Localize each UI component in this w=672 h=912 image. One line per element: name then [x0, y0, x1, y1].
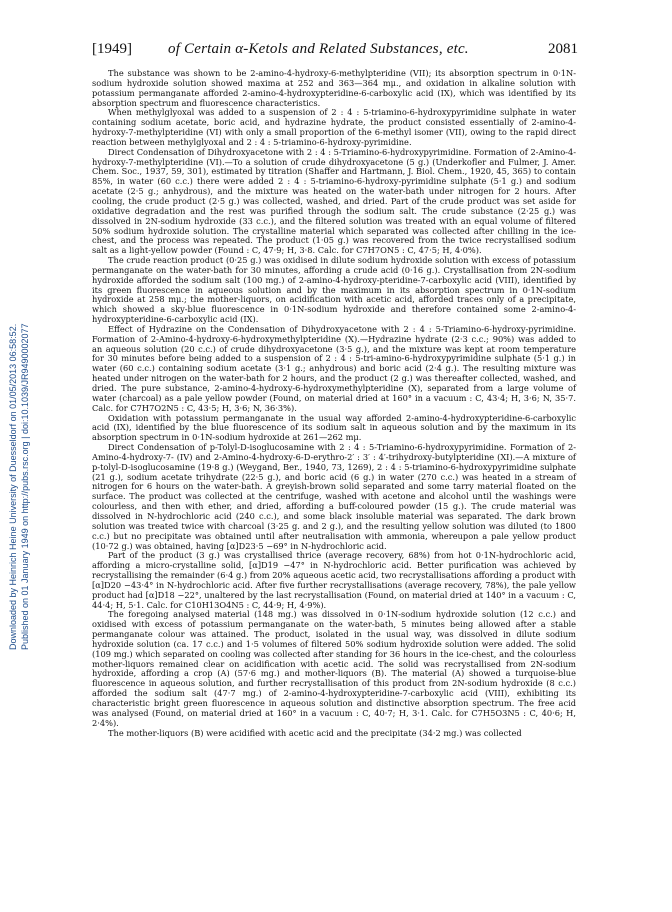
- paragraph: The substance was shown to be 2-amino-4-hydroxy-6-methylpteridine (VII); its absorption spectrum in 0·1N-sodium hydroxide solution showed maxima at 252 and 363—364 mμ., and oxidation in alkaline solution with potassium permanganate afforded 2-amino-4-hydroxypteridine-6-carboxylic acid (IX), which was identified by its absorption spectrum and fluorescence characteristics.: [92, 68, 576, 108]
- paragraph: The mother-liquors (B) were acidified with acetic acid and the precipitate (34·2 mg.) was collected: [108, 727, 522, 738]
- paragraph: Direct Condensation of p-Tolyl-D-isoglucosamine with 2 : 4 : 5-Triamino-6-hydroxypyrimidine. Formation of 2-Amino-4-hydroxy-7- (IV) and 2-Amino-4-hydroxy-6-D-erythro-2′ : 3′ : 4′-trihydroxy-butylpteridine (XI).—A mixture of p-tolyl-D-isoglucosamine (19·8 g.) (Weygand, Ber., 1940, 73, 1269), 2 : 4 : 5-triamino-6-hydroxypyrimidine sulphate (21 g.), sodium acetate trihydrate (22·5 g.), and boric acid (6 g.) in water (270 c.c.) was heated in a stream of nitrogen for 6 hours on the water-bath. A greyish-brown solid separated and some tarry material floated on the surface. The product was collected at the centrifuge, washed with acetone and alcohol until the washings were colourless, and then with ether, and dried, affording a buff-coloured powder (15 g.). The crude material was dissolved in N-hydrochloric acid (240 c.c.), and some black insoluble material was separated. The dark brown solution was treated twice with charcoal (3·25 g. and 2 g.), and the resulting yellow solution was diluted (to 1800 c.c.) but no precipitate was obtained until after neutralisation with ammonia, whereupon a pale yellow product (10·72 g.) was obtained, having [α]D23·5 −69° in N-hydrochloric acid.: [92, 442, 576, 551]
- paragraph: Part of the product (3 g.) was crystallised thrice (average recovery, 68%) from hot 0·1N-hydrochloric acid, affording a micro-crystalline solid, [α]D19 −47° in N-hydrochloric acid. Better purification was achieved by recrystallising the remainder (6·4 g.) from 20% aqueous acetic acid, two recrystallisations affording a product with [α]D20 −43·4° in N-hydrochloric acid. After five further recrystallisations (average recovery, 78%), the pale yellow product had [α]D18 −22°, unaltered by the last recrystallisation (Found, on material dried at 140° in a vacuum : C, 44·4; H, 5·1. Calc. for C10H13O4N5 : C, 44·9; H, 4·9%).: [92, 550, 576, 610]
- publication-notice[interactable]: Published on 01 January 1949 on http://pubs.rsc.org | doi:10.1039/JR9490002077: [20, 323, 30, 650]
- running-header: [92, 41, 578, 61]
- header-year: [1949]: [92, 41, 132, 57]
- paragraph: When methylglyoxal was added to a suspension of 2 : 4 : 5-triamino-6-hydroxypyrimidine sulphate in water containing sodium acetate, boric acid, and hydrazine hydrate, the product consisted essentially of 2-amino-4-hydroxy-7-methylpteridine (VI) with only a small proportion of the 6-methyl isomer (VII), owing to the rapid direct reaction between methylglyoxal and 2 : 4 : 5-triamino-6-hydroxy-pyrimidine.: [92, 107, 576, 147]
- paragraph: The crude reaction product (0·25 g.) was oxidised in dilute sodium hydroxide solution with excess of potassium permanganate on the water-bath for 30 minutes, affording a crude acid (0·16 g.). Crystallisation from 2N-sodium hydroxide afforded the sodium salt (100 mg.) of 2-amino-4-hydroxy-pteridine-7-carboxylic acid (VIII), identified by its green fluorescence in aqueous solution and by the maximum in its absorption spectrum in 0·1N-sodium hydroxide at 258 mμ.; the mother-liquors, on acidification with acetic acid, afforded traces only of a precipitate, which showed a sky-blue fluorescence in 0·1N-sodium hydroxide and therefore contained some 2-amino-4-hydroxypteridine-6-carboxylic acid (IX).: [92, 255, 576, 325]
- download-notice: Downloaded by Heinrich Heine University of Duesseldorf on 01/05/2013 06:58:52.: [8, 323, 18, 650]
- paragraph: Effect of Hydrazine on the Condensation of Dihydroxyacetone with 2 : 4 : 5-Triamino-6-hydroxy-pyrimidine. Formation of 2-Amino-4-hydroxy-6-hydroxymethylpteridine (X).—Hydrazine hydrate (2·3 c.c.; 90%) was added to an aqueous solution (20 c.c.) of crude dihydroxyacetone (3·5 g.), and the mixture was kept at room temperature for 30 minutes before being added to a suspension of 2 : 4 : 5-tri-amino-6-hydroxypyrimidine sulphate (5·1 g.) in water (60 c.c.) containing sodium acetate (3·1 g.; anhydrous) and boric acid (2·4 g.). The resulting mixture was heated under nitrogen on the water-bath for 2 hours, and the product (2 g.) was thereafter collected, washed, and dried. The pure substance, 2-amino-4-hydroxy-6-hydroxymethylpteridine (X), separated from a large volume of water (charcoal) as a pale yellow powder (Found, on material dried at 160° in a vacuum : C, 43·4; H, 3·6; N, 35·7. Calc. for C7H7O2N5 : C, 43·5; H, 3·6; N, 36·3%).: [92, 323, 576, 413]
- article-body: [92, 69, 576, 738]
- header-title: of Certain α-Ketols and Related Substances, etc.: [168, 41, 469, 57]
- download-sidebar: [2, 130, 42, 650]
- paragraph: Direct Condensation of Dihydroxyacetone with 2 : 4 : 5-Triamino-6-hydroxypyrimidine. Formation of 2-Amino-4-hydroxy-7-methylpteridine (VI).—To a solution of crude dihydroxyacetone (5 g.) (Underkofler and Fulmer, J. Amer. Chem. Soc., 1937, 59, 301), estimated by titration (Shaffer and Hartmann, J. Biol. Chem., 1920, 45, 365) to contain 85%, in water (60 c.c.) there were added 2 : 4 : 5-triamino-6-hydroxy-pyrimidine sulphate (5·1 g.) and sodium acetate (2·5 g.; anhydrous), and the mixture was heated on the water-bath under nitrogen for 2 hours. After cooling, the crude product (2·5 g.) was collected, washed, and dried. Part of the crude product was set aside for oxidative degradation and the rest was purified through the sodium salt. The crude substance (2·25 g.) was dissolved in 2N-sodium hydroxide (33 c.c.), and the filtered solution was treated with an equal volume of filtered 50% sodium hydroxide solution. The crystalline material which separated was collected after chilling in the ice-chest, and the process was repeated. The product (1·05 g.) was recovered from the twice recrystallised sodium salt as a light-yellow powder (Found : C, 47·9; H, 3·8. Calc. for C7H7ON5 : C, 47·5; H, 4·0%).: [92, 146, 576, 256]
- paragraph: Oxidation with potassium permanganate in the usual way afforded 2-amino-4-hydroxypteridine-6-carboxylic acid (IX), identified by the blue fluorescence of its sodium salt in aqueous solution and by the maximum in its absorption spectrum in 0·1N-sodium hydroxide at 261—262 mμ.: [92, 412, 576, 443]
- paragraph: The foregoing analysed material (148 mg.) was dissolved in 0·1N-sodium hydroxide solution (12 c.c.) and oxidised with excess of potassium permanganate on the water-bath, 5 minutes being allowed after a stable permanganate colour was attained. The product, isolated in the usual way, was dissolved in dilute sodium hydroxide solution (ca. 17 c.c.) and 1·5 volumes of filtered 50% sodium hydroxide solution were added. The solid (109 mg.) which separated on cooling was collected after standing for 36 hours in the ice-chest, and the colourless mother-liquors remained clear on acidification with acetic acid. The solid was recrystallised from 2N-sodium hydroxide, affording a crop (A) (57·6 mg.) and mother-liquors (B). The material (A) showed a turquoise-blue fluorescence in aqueous solution, and further recrystallisation of this product from 2N-sodium hydroxide (8 c.c.) afforded the sodium salt (47·7 mg.) of 2-amino-4-hydroxypteridine-7-carboxylic acid (VIII), exhibiting its characteristic bright green fluorescence in aqueous solution and distinctive absorption spectrum. The free acid was analysed (Found, on material dried at 160° in a vacuum : C, 40·7; H, 3·1. Calc. for C7H5O3N5 : C, 40·6; H, 2·4%).: [92, 609, 576, 728]
- page-number: 2081: [548, 41, 578, 57]
